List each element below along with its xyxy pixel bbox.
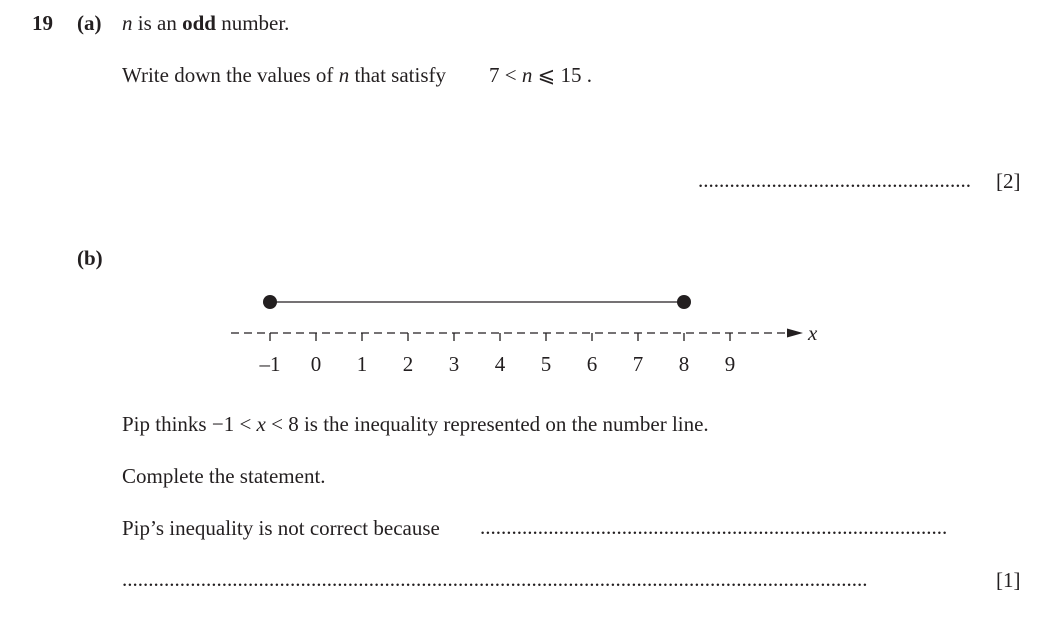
instruction-text-post: that satisfy bbox=[349, 63, 447, 87]
pip-variable: x bbox=[256, 412, 266, 436]
part-a-label: (a) bbox=[77, 11, 102, 35]
complete-instruction: Complete the statement. bbox=[122, 464, 326, 488]
axis-arrowhead bbox=[787, 329, 803, 338]
stem-text-end: number. bbox=[215, 11, 290, 35]
tick-label: 1 bbox=[356, 352, 368, 376]
part-a-answer-line[interactable]: .................................................... bbox=[698, 168, 971, 192]
stem-variable: n bbox=[122, 11, 133, 35]
pip-statement bbox=[122, 412, 709, 437]
tick-label: 0 bbox=[310, 352, 322, 376]
tick-label: –1 bbox=[259, 352, 281, 376]
tick-label: 4 bbox=[494, 352, 506, 376]
instruction-variable: n bbox=[338, 63, 350, 87]
instruction-text: Write down the values of bbox=[122, 63, 339, 87]
statement-text: Pip’s inequality is not correct because bbox=[122, 516, 440, 540]
question-number: 19 bbox=[32, 11, 53, 35]
tick-label: 3 bbox=[448, 352, 460, 376]
tick-label: 2 bbox=[402, 352, 414, 376]
pip-text-post: < 8 is the inequality represented on the number line. bbox=[265, 412, 709, 436]
axis-variable-label: x bbox=[808, 321, 818, 345]
part-b-answer-line-1[interactable]: ......................................................................................... bbox=[480, 515, 948, 539]
segment-end-dot bbox=[677, 295, 691, 309]
stem-text-mid: is an bbox=[132, 11, 183, 35]
tick-label: 6 bbox=[586, 352, 598, 376]
tick-label: 7 bbox=[632, 352, 644, 376]
tick-label: 9 bbox=[724, 352, 736, 376]
inequality-left: 7 < bbox=[489, 63, 522, 87]
inequality-variable: n bbox=[521, 63, 533, 87]
stem-bold-word: odd bbox=[182, 11, 216, 35]
tick-label: 8 bbox=[678, 352, 690, 376]
part-b-marks: [1] bbox=[996, 568, 1021, 592]
pip-text-pre: Pip thinks −1 < bbox=[122, 412, 257, 436]
segment-start-dot bbox=[263, 295, 277, 309]
tick-label: 5 bbox=[540, 352, 552, 376]
part-b-label: (b) bbox=[77, 246, 103, 270]
part-b-answer-line-2[interactable]: .............................................................................................................................................. bbox=[122, 567, 868, 591]
part-a-marks: [2] bbox=[996, 169, 1021, 193]
inequality-right: ⩽ 15 . bbox=[532, 63, 592, 87]
